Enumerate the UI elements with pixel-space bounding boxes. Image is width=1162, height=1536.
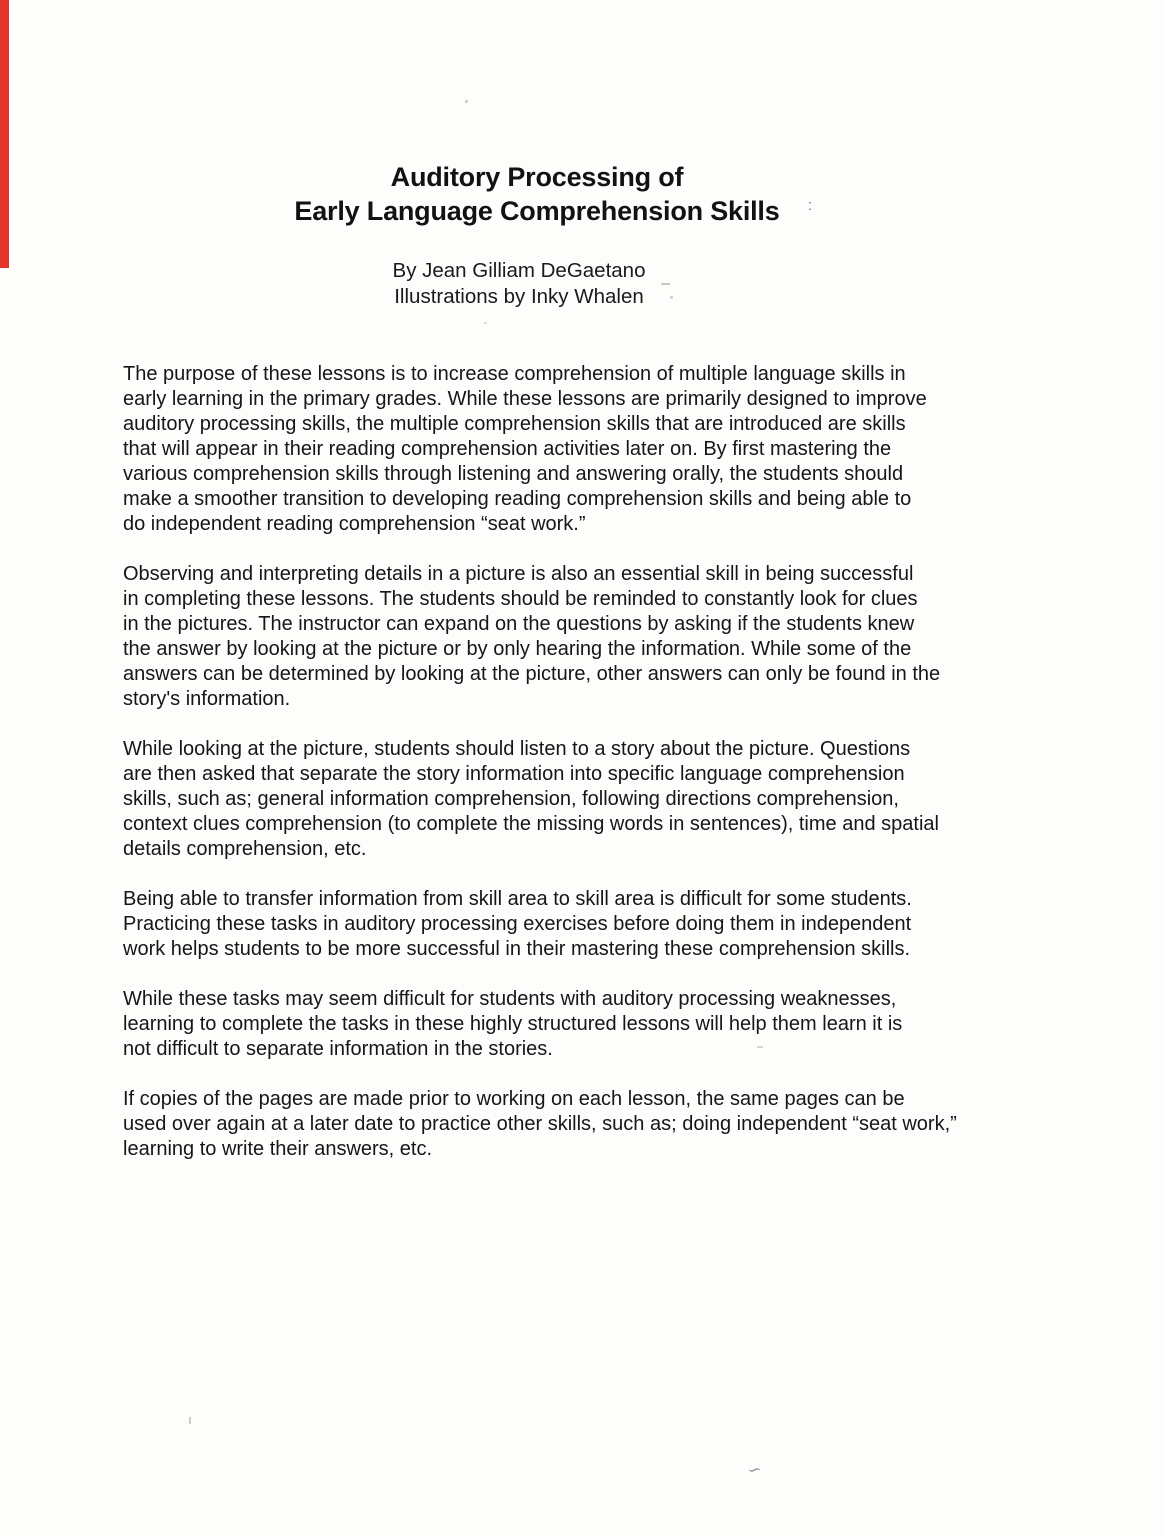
byline-author: By Jean Gilliam DeGaetano bbox=[392, 259, 646, 282]
text-line: are then asked that separate the story information into specific language comprehension bbox=[123, 763, 905, 785]
text-line: learning to write their answers, etc. bbox=[123, 1138, 433, 1160]
scan-dot-after-illustrator bbox=[670, 296, 673, 299]
text-line: not difficult to separate information in the stories. bbox=[123, 1038, 553, 1060]
text-line: auditory processing skills, the multiple comprehension skills that are introduced are skills bbox=[123, 413, 906, 435]
text-line: in the pictures. The instructor can expand on the questions by asking if the students knew bbox=[123, 613, 915, 635]
scan-speck-midpage bbox=[757, 1046, 763, 1048]
body-text bbox=[123, 362, 1083, 1187]
text-line: If copies of the pages are made prior to working on each lesson, the same pages can be bbox=[123, 1088, 905, 1110]
text-line: Observing and interpreting details in a picture is also an essential skill in being successful bbox=[123, 563, 914, 585]
text-line: that will appear in their reading comprehension activities later on. By first mastering the bbox=[123, 438, 892, 460]
paragraph-copies bbox=[123, 1087, 1083, 1162]
text-line: make a smoother transition to developing reading comprehension skills and being able to bbox=[123, 488, 912, 510]
text-line: in completing these lessons. The students should be reminded to constantly look for clues bbox=[123, 588, 918, 610]
text-line: the answer by looking at the picture or by only hearing the information. While some of the bbox=[123, 638, 912, 660]
paragraph-purpose bbox=[123, 362, 1083, 537]
text-line: do independent reading comprehension “seat work.” bbox=[123, 513, 586, 535]
text-line: While looking at the picture, students should listen to a story about the picture. Questions bbox=[123, 738, 911, 760]
text-line: work helps students to be more successful in their mastering these comprehension skills. bbox=[123, 938, 911, 960]
text-line: story's information. bbox=[123, 688, 291, 710]
document-title-line-2: Early Language Comprehension Skills bbox=[294, 196, 780, 226]
scan-squiggle-bottom: ∽ bbox=[746, 1460, 763, 1481]
text-line: details comprehension, etc. bbox=[123, 838, 367, 860]
document-title-line-1: Auditory Processing of bbox=[390, 162, 684, 192]
paragraph-observing bbox=[123, 562, 1083, 712]
text-line: context clues comprehension (to complete the missing words in sentences), time and spatial bbox=[123, 813, 939, 835]
text-line: answers can be determined by looking at the picture, other answers can only be found in the bbox=[123, 663, 941, 685]
document-title bbox=[0, 160, 1074, 228]
text-line: skills, such as; general information comprehension, following directions comprehension, bbox=[123, 788, 899, 810]
scan-dash-after-author bbox=[661, 283, 670, 285]
byline-illustrator: Illustrations by Inky Whalen bbox=[394, 285, 644, 308]
scan-tick-bottom-left bbox=[189, 1417, 191, 1424]
text-line: early learning in the primary grades. While these lessons are primarily designed to improve bbox=[123, 388, 927, 410]
text-line: used over again at a later date to practice other skills, such as; doing independent “seat work,” bbox=[123, 1113, 957, 1135]
text-line: While these tasks may seem difficult for students with auditory processing weaknesses, bbox=[123, 988, 897, 1010]
text-line: various comprehension skills through listening and answering orally, the students should bbox=[123, 463, 904, 485]
paragraph-transfer bbox=[123, 887, 1083, 962]
scan-speck-below-byline bbox=[484, 322, 487, 324]
scan-colon-mark: : bbox=[808, 197, 813, 214]
text-line: learning to complete the tasks in these highly structured lessons will help them learn it is bbox=[123, 1013, 903, 1035]
text-line: Practicing these tasks in auditory processing exercises before doing them in independent bbox=[123, 913, 912, 935]
paragraph-listening bbox=[123, 737, 1083, 862]
scan-speck-top bbox=[465, 100, 468, 103]
paragraph-difficulty bbox=[123, 987, 1083, 1062]
text-line: Being able to transfer information from skill area to skill area is difficult for some students. bbox=[123, 888, 912, 910]
byline bbox=[0, 258, 1038, 310]
text-line: The purpose of these lessons is to increase comprehension of multiple language skills in bbox=[123, 363, 906, 385]
